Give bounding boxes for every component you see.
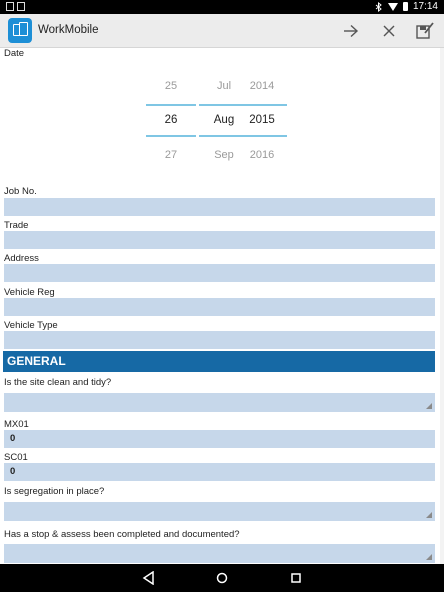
phone-icon [17, 2, 25, 11]
job-no-label: Job No. [4, 186, 37, 197]
site-clean-label: Is the site clean and tidy? [4, 377, 112, 388]
status-notifications [6, 2, 25, 11]
notification-icon [6, 2, 14, 11]
stop-assess-label: Has a stop & assess been completed and documented? [4, 529, 240, 540]
app-logo-icon [8, 18, 32, 43]
trade-input[interactable] [4, 231, 435, 249]
job-no-input[interactable] [4, 198, 435, 216]
mx01-value: 0 [10, 433, 16, 444]
stop-assess-select[interactable] [4, 544, 435, 563]
status-bar [0, 0, 444, 14]
site-clean-select[interactable] [4, 393, 435, 412]
status-time: 17:14 [412, 1, 438, 12]
segregation-select[interactable] [4, 502, 435, 521]
save-edit-icon [415, 21, 435, 41]
mx01-label: MX01 [4, 419, 29, 430]
segregation-label: Is segregation in place? [4, 486, 105, 497]
dropdown-corner-icon [426, 403, 432, 409]
month-selected[interactable]: Aug [213, 114, 235, 126]
home-icon [214, 571, 230, 585]
app-bar [0, 14, 444, 48]
sc01-input[interactable] [4, 463, 435, 481]
save-button[interactable] [412, 19, 438, 43]
year-prev[interactable]: 2014 [249, 80, 275, 92]
vehicle-type-input[interactable] [4, 331, 435, 349]
close-icon [382, 24, 396, 38]
day-prev[interactable]: 25 [164, 80, 178, 92]
section-header-general [3, 351, 435, 372]
back-button[interactable] [141, 571, 157, 585]
back-icon [141, 571, 157, 585]
bluetooth-icon [375, 2, 383, 12]
day-next[interactable]: 27 [164, 149, 178, 161]
month-prev[interactable]: Jul [216, 80, 232, 92]
sc01-value: 0 [10, 466, 16, 477]
date-label: Date [4, 48, 25, 59]
month-next[interactable]: Sep [214, 149, 234, 161]
day-selected[interactable]: 26 [164, 114, 178, 126]
vehicle-reg-label: Vehicle Reg [4, 287, 55, 298]
navigation-bar [0, 564, 444, 592]
trade-label: Trade [4, 220, 29, 231]
day-picker-divider [146, 135, 196, 137]
day-picker[interactable] [146, 78, 196, 164]
next-button[interactable] [338, 19, 364, 43]
section-title: GENERAL [7, 354, 66, 368]
sc01-label: SC01 [4, 452, 28, 463]
wifi-icon [388, 3, 398, 11]
next-arrow-icon [343, 24, 359, 38]
address-input[interactable] [4, 264, 435, 282]
recents-button[interactable] [288, 571, 304, 585]
year-picker-divider [237, 135, 287, 137]
year-selected[interactable]: 2015 [249, 114, 275, 126]
app-title: WorkMobile [38, 24, 99, 36]
year-picker-divider [237, 104, 287, 106]
scrollbar-track[interactable] [440, 48, 444, 564]
day-picker-divider [146, 104, 196, 106]
home-button[interactable] [214, 571, 230, 585]
dropdown-corner-icon [426, 554, 432, 560]
recents-icon [288, 571, 304, 585]
status-system [375, 1, 438, 12]
close-button[interactable] [376, 19, 402, 43]
vehicle-reg-input[interactable] [4, 298, 435, 316]
year-next[interactable]: 2016 [249, 149, 275, 161]
address-label: Address [4, 253, 39, 264]
vehicle-type-label: Vehicle Type [4, 320, 58, 331]
mx01-input[interactable] [4, 430, 435, 448]
year-picker[interactable] [237, 78, 287, 164]
dropdown-corner-icon [426, 512, 432, 518]
battery-icon [403, 2, 408, 11]
